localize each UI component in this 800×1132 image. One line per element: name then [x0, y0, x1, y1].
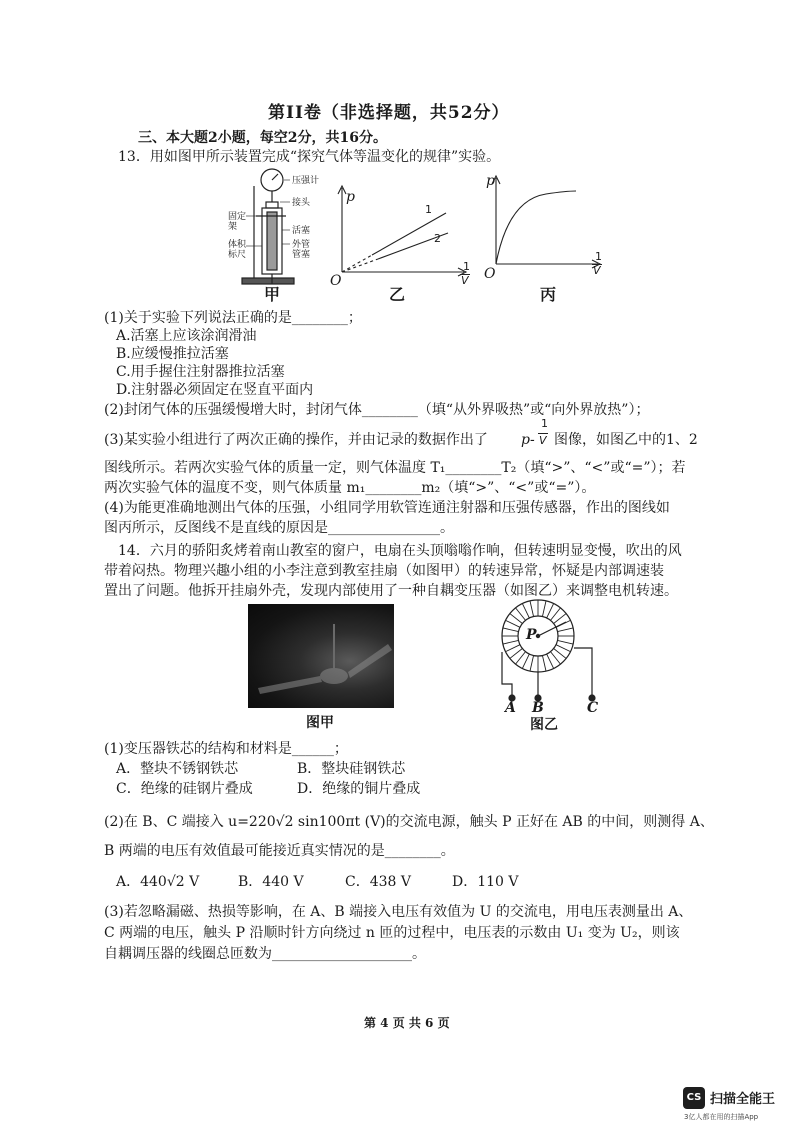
q13-p1: (1)关于实验下列说法正确的是________；: [104, 310, 362, 326]
coil-turn: [522, 654, 529, 668]
fig-bing-caption: 丙: [540, 285, 557, 304]
ceiling-fan-photo: [248, 604, 394, 708]
bing-x-num: 1: [595, 250, 602, 263]
q14-stem-line3: 置出了问题。他拆开挂扇外壳，发现内部使用了一种自耦变压器（如图乙）来调整电机转速。: [104, 583, 678, 599]
fig-yi2-caption: 图乙: [530, 717, 558, 733]
fan-hub-icon: [320, 668, 348, 684]
q14-stem-line2: 带着闷热。物理兴趣小组的小李注意到教室挂扇（如图甲）的转速异常，怀疑是内部调速装: [104, 563, 664, 579]
q13-p1-option-a: A.活塞上应该涂润滑油: [116, 328, 257, 344]
q14-p2-option-d: D．110 V: [452, 874, 519, 890]
q13-p2: (2)封闭气体的压强缓慢增大时，封闭气体________（填“从外界吸热”或“向外界放热”）；: [104, 402, 650, 418]
q14-p1-option-a: A．整块不锈钢铁芯: [116, 761, 239, 777]
q14-p1-option-d: D．绝缘的铜片叠成: [297, 781, 421, 797]
q13-p3-line3: 两次实验气体的温度不变，则气体质量 m₁________m₂（填“>”、“<”或“=”）。: [104, 480, 596, 496]
yi-x-den: V: [461, 274, 469, 287]
q14-p2-line2: B 两端的电压有效值最可能接近真实情况的是________。: [104, 843, 455, 859]
q13-p3-line1b: 图像，如图乙中的1、2: [554, 432, 698, 448]
watermark-name: 扫描全能王: [710, 1092, 776, 1107]
q13-p3-frac-num: 1: [541, 417, 548, 430]
label-piston: 活塞: [292, 226, 311, 236]
coil-turn: [506, 645, 520, 652]
q13-p4-line1: (4)为能更准确地测出气体的压强，小组同学用软管连通注射器和压强传感器，作出的图线如: [104, 500, 670, 516]
fig-yi-caption: 乙: [389, 285, 406, 304]
bing-y-axis: p: [486, 173, 495, 189]
coil-turn: [522, 604, 529, 618]
coil-turn: [530, 601, 534, 617]
scanner-app-icon: CS: [683, 1087, 705, 1109]
coil-turn: [556, 645, 570, 652]
q13-p1-option-b: B.应缓慢推拉活塞: [116, 346, 229, 362]
coil-turn: [542, 601, 546, 617]
autotransformer-diagram: [496, 594, 608, 716]
bing-x-den: V: [593, 264, 601, 277]
label-fixed-frame: 固定架: [228, 212, 247, 232]
q14-p3-line3: 自耦调压器的线圈总匝数为____________________。: [104, 946, 426, 962]
coil-turn: [503, 628, 519, 632]
label-a: A: [505, 700, 516, 716]
label-tube: 外管管塞: [292, 240, 311, 260]
q14-p2-option-c: C．438 V: [345, 874, 411, 890]
q14-p3-line2: C 两端的电压，触头 P 沿顺时针方向绕过 n 匝的过程中，电压表的示数由 U₁ 变为 U₂，则该: [104, 925, 680, 941]
fig-jia-caption: 甲: [264, 285, 281, 304]
q13-p3-frac-den: V: [539, 434, 547, 447]
q13-p4-line2: 图丙所示，反图线不是直线的原因是________________。: [104, 520, 454, 536]
q13-p1-option-d: D.注射器必须固定在竖直平面内: [116, 382, 314, 398]
coil-turn: [554, 648, 567, 658]
coil-turn: [506, 620, 520, 627]
q13-p3-line2: 图线所示。若两次实验气体的质量一定，则气体温度 T₁________T₂（填“>”、“<”或“=”）；若: [104, 460, 686, 476]
coil-turn: [554, 614, 567, 624]
page-footer: 第 4 页 共 6 页: [364, 1016, 450, 1030]
section-heading: 三、本大题2小题，每空2分，共16分。: [138, 130, 387, 146]
coil-turn: [547, 654, 554, 668]
coil-turn: [516, 652, 526, 665]
label-gauge: 压强计: [292, 176, 320, 186]
yi-y-axis: p: [346, 189, 355, 205]
coil-turn: [503, 640, 519, 644]
coil-turn: [557, 628, 573, 632]
fig-bing-graph: [480, 170, 610, 280]
q14-p2-line1: (2)在 B、C 端接入 u=220√2 sin100πt (V)的交流电源，触头 P 正好在 AB 的中间，则测得 A、: [104, 814, 714, 830]
coil-turn: [550, 608, 560, 621]
coil-turn: [547, 604, 554, 618]
q13-p3-line1a: (3)某实验小组进行了两次正确的操作，并由记录的数据作出了: [104, 432, 488, 448]
q13-stem: 13．用如图甲所示装置完成“探究气体等温变化的规律”实验。: [118, 149, 501, 165]
q13-p1-option-c: C.用手握住注射器推拉活塞: [116, 364, 285, 380]
fig-jia2-caption: 图甲: [306, 715, 334, 731]
coil-turn: [510, 648, 523, 658]
page-title: 第II卷（非选择题，共52分）: [268, 103, 510, 123]
label-joint: 接头: [292, 198, 311, 208]
q14-p3-line1: (3)若忽略漏磁、热损等影响，在 A、B 端接入电压有效值为 U 的交流电，用电压表测量出 A、: [104, 904, 693, 920]
coil-turn: [530, 655, 534, 671]
q14-stem-line1: 14．六月的骄阳炙烤着南山教室的窗户，电扇在头顶嗡嗡作响，但转速明显变慢，吹出的风: [118, 543, 682, 559]
label-b: B: [532, 700, 544, 716]
label-c: C: [587, 700, 599, 716]
yi-line-2: 2: [434, 232, 441, 245]
q14-p2-option-a: A．440√2 V: [116, 874, 200, 890]
q14-p1-option-b: B．整块硅钢铁芯: [297, 761, 406, 777]
q14-p2-option-b: B．440 V: [238, 874, 304, 890]
coil-turn: [550, 652, 560, 665]
q14-p1: (1)变压器铁芯的结构和材料是______；: [104, 741, 348, 757]
yi-origin: O: [330, 273, 342, 289]
coil-turn: [516, 608, 526, 621]
label-scale: 体积标尺: [228, 240, 247, 260]
label-p: P: [526, 627, 537, 643]
watermark-tagline: 3亿人都在用的扫描App: [684, 1113, 759, 1121]
coil-turn: [510, 614, 523, 624]
yi-line-1: 1: [425, 203, 432, 216]
coil-turn: [542, 655, 546, 671]
yi-x-num: 1: [463, 260, 470, 273]
q13-p3-formula: p-: [521, 432, 535, 448]
coil-turn: [557, 640, 573, 644]
bing-origin: O: [484, 266, 496, 282]
q14-p1-option-c: C．绝缘的硅钢片叠成: [116, 781, 253, 797]
